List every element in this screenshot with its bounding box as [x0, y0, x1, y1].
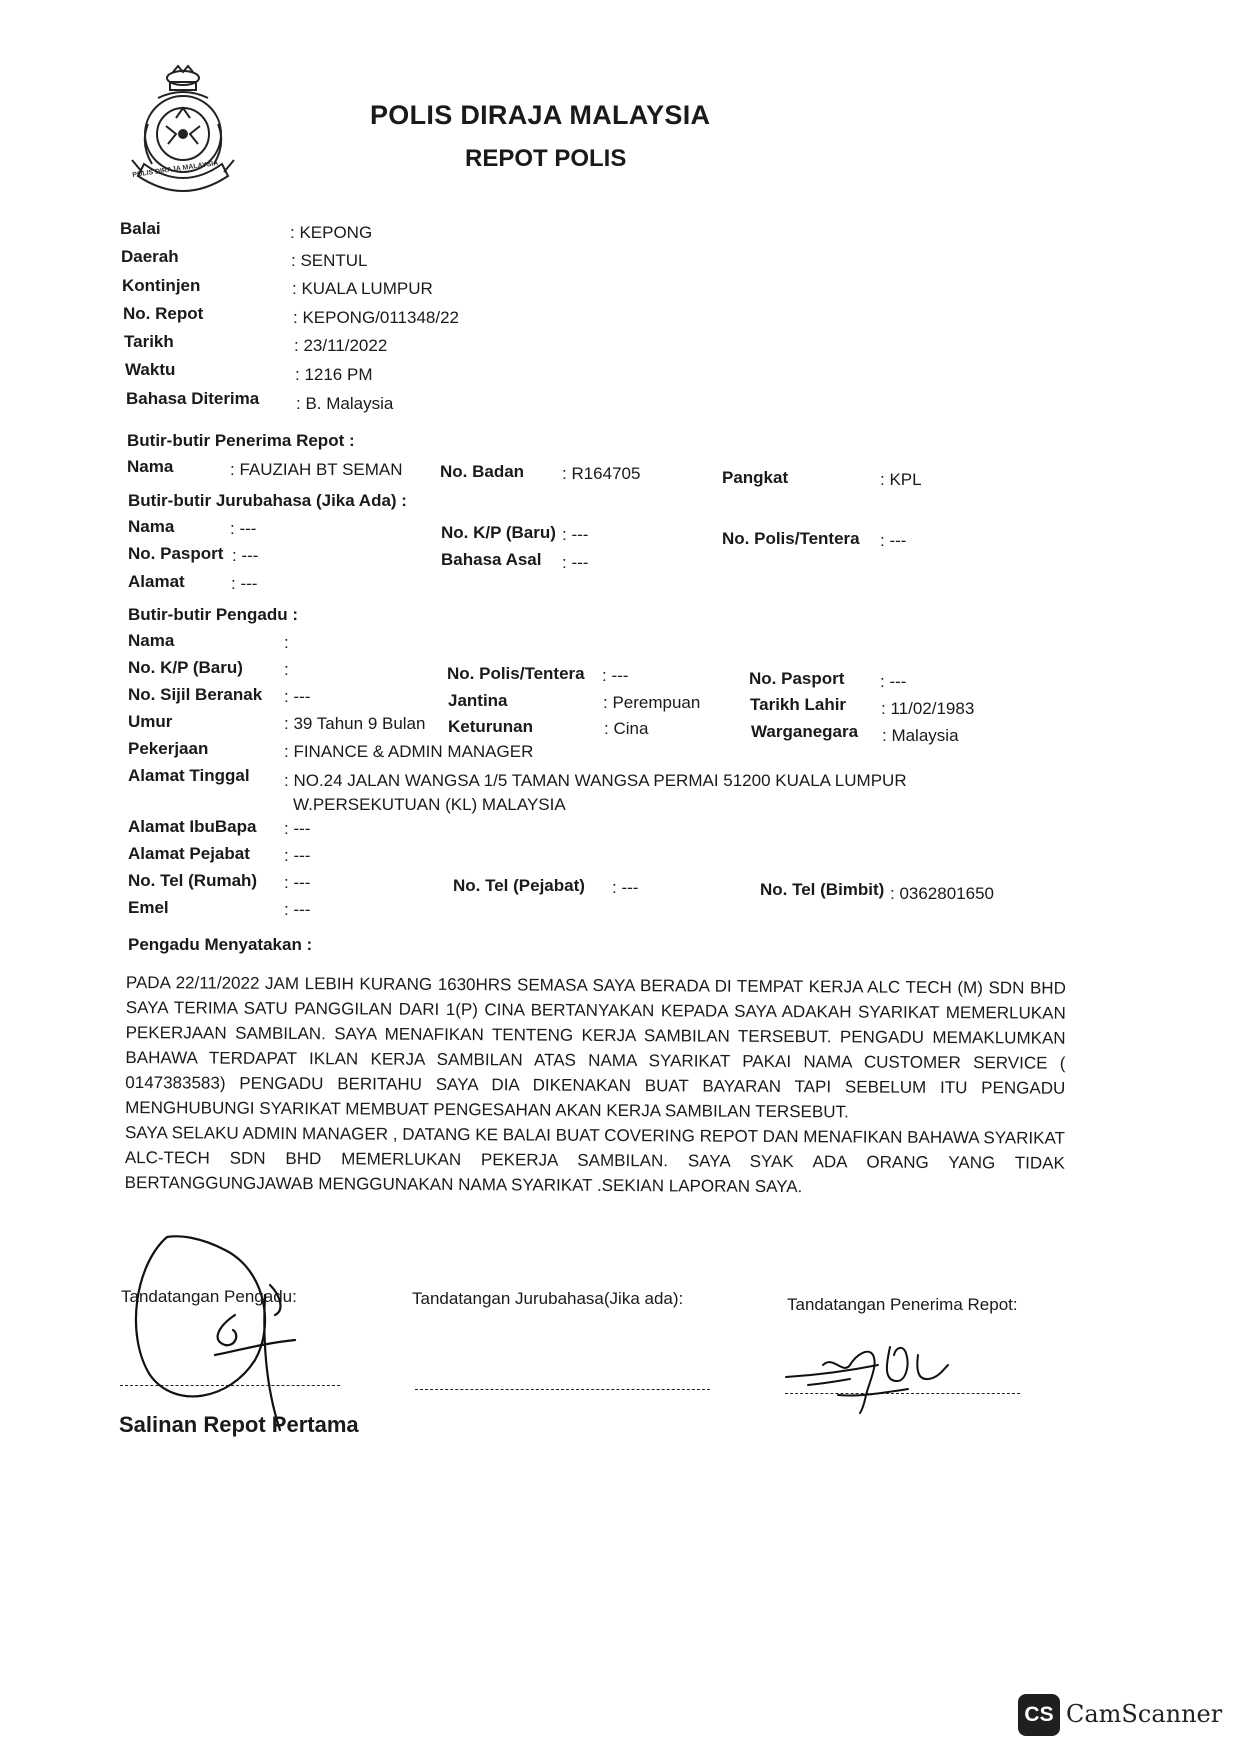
receiver-badan-label: No. Badan [440, 462, 525, 481]
complainant-jantina-label: Jantina [448, 691, 508, 710]
complainant-umur-label: Umur [128, 712, 173, 731]
complainant-emel-value: : --- [284, 900, 311, 919]
complainant-polis-label: No. Polis/Tentera [447, 664, 585, 683]
interpreter-nama-value: : --- [230, 519, 257, 538]
interpreter-bahasa-value: : --- [562, 553, 589, 572]
complainant-telbimbit-value: : 0362801650 [890, 884, 994, 903]
interpreter-bahasa-label: Bahasa Asal [441, 550, 542, 569]
statement-paragraph-1: PADA 22/11/2022 JAM LEBIH KURANG 1630HRS SEMASA SAYA BERADA DI TEMPAT KERJA ALC TECH (M) SDN BHD SAYA TERIMA SATU PANGGILAN DARI 1(P) CINA BERTANYAKAN KEPADA SAYA ADAKAH SYARIKAT MEMERLUKAN PEKERJAAN SAMBILAN. SAYA MENAFIKAN TENTENG KERJA SAMBILAN TERSEBUT. PENGADU MEMAKLUMKAN BAHAWA TERDAPAT IKLAN KERJA SAMBILAN ATAS NAMA SYARIKAT PAKAI NAMA CUSTOMER SERVICE ( 0147383583) PENGADU BERITAHU SAYA DIA DIKENAKAN BUAT BAYARAN TAPI SEBELUM ITU PENGADU MENGHUBUNGI SYARIKAT MEMBUAT PENGESAHAN AKAN KERJA SAMBILAN TERSEBUT. [125, 972, 1066, 1122]
statement-heading: Pengadu Menyatakan : [128, 935, 313, 954]
label-no-repot: No. Repot [123, 304, 204, 323]
complainant-telbimbit-label: No. Tel (Bimbit) [760, 880, 885, 899]
complainant-heading: Butir-butir Pengadu : [128, 605, 298, 624]
complainant-nama-label: Nama [128, 631, 175, 650]
statement-body [125, 970, 1066, 1201]
receiver-pangkat-label: Pangkat [722, 468, 789, 487]
value-bahasa-diterima: : B. Malaysia [296, 394, 394, 413]
complainant-jantina-value: : Perempuan [603, 693, 701, 712]
complainant-kp-value: : [284, 660, 289, 679]
sign-label-jurubahasa: Tandatangan Jurubahasa(Jika ada): [412, 1289, 684, 1308]
complainant-pekerjaan-label: Pekerjaan [128, 739, 209, 758]
label-tarikh: Tarikh [124, 332, 174, 351]
complainant-warga-value: : Malaysia [882, 726, 959, 745]
value-tarikh: : 23/11/2022 [294, 336, 388, 355]
complainant-pejabat-value: : --- [284, 846, 311, 865]
interpreter-kp-value: : --- [562, 525, 589, 544]
label-waktu: Waktu [125, 360, 176, 379]
value-daerah: : SENTUL [291, 251, 368, 270]
complainant-pekerjaan-value: : FINANCE & ADMIN MANAGER [284, 742, 534, 761]
pengadu-signature [115, 1225, 325, 1440]
complainant-lahir-label: Tarikh Lahir [750, 695, 847, 714]
complainant-nama-value: : [284, 633, 289, 652]
interpreter-polis-label: No. Polis/Tentera [722, 529, 860, 548]
receiver-nama-value: : FAUZIAH BT SEMAN [230, 460, 403, 479]
penerima-signature [778, 1335, 978, 1415]
police-crest-logo [118, 64, 248, 212]
interpreter-pasport-value: : --- [232, 546, 259, 565]
interpreter-alamat-value: : --- [231, 574, 258, 593]
sign-label-penerima: Tandatangan Penerima Repot: [787, 1295, 1018, 1314]
complainant-telpejabat-value: : --- [612, 878, 639, 897]
interpreter-polis-value: : --- [880, 531, 907, 550]
complainant-pejabat-label: Alamat Pejabat [128, 844, 250, 863]
value-kontinjen: : KUALA LUMPUR [292, 279, 433, 298]
crest-motto: POLIS DIRAJA MALAYSIA [131, 160, 219, 179]
statement-paragraph-2: SAYA SELAKU ADMIN MANAGER , DATANG KE BALAI BUAT COVERING REPOT DAN MENAFIKAN BAHAWA SYARIKAT ALC-TECH SDN BHD MEMERLUKAN PEKERJA SAMBILAN. SAYA SYAK ADA ORANG YANG TIDAK BERTANGGUNGJAWAB MENGGUNAKAN NAMA SYARIKAT .SEKIAN LAPORAN SAYA. [124, 1122, 1066, 1197]
complainant-telrumah-value: : --- [284, 873, 311, 892]
value-waktu: : 1216 PM [295, 365, 373, 384]
label-daerah: Daerah [121, 247, 179, 266]
value-balai: : KEPONG [290, 223, 373, 242]
first-copy-label: Salinan Repot Pertama [119, 1412, 359, 1437]
sign-line-jurubahasa [415, 1389, 710, 1390]
complainant-pasport-label: No. Pasport [749, 669, 845, 688]
complainant-lahir-value: : 11/02/1983 [881, 699, 975, 718]
complainant-sijil-label: No. Sijil Beranak [128, 685, 263, 704]
interpreter-kp-label: No. K/P (Baru) [441, 523, 556, 542]
complainant-emel-label: Emel [128, 898, 169, 917]
complainant-warga-label: Warganegara [751, 722, 859, 741]
complainant-pasport-value: : --- [880, 672, 907, 691]
complainant-ibubapa-value: : --- [284, 819, 311, 838]
complainant-ibubapa-label: Alamat IbuBapa [128, 817, 257, 836]
sign-label-pengadu: Tandatangan Pengadu: [121, 1287, 297, 1306]
complainant-umur-value: : 39 Tahun 9 Bulan [284, 714, 426, 733]
label-kontinjen: Kontinjen [122, 276, 201, 295]
complainant-sijil-value: : --- [284, 687, 311, 706]
label-bahasa-diterima: Bahasa Diterima [126, 389, 260, 408]
value-no-repot: : KEPONG/011348/22 [293, 308, 460, 327]
interpreter-pasport-label: No. Pasport [128, 544, 224, 563]
receiver-heading: Butir-butir Penerima Repot : [127, 431, 355, 450]
receiver-pangkat-value: : KPL [880, 470, 922, 489]
complainant-telrumah-label: No. Tel (Rumah) [128, 871, 258, 890]
interpreter-heading: Butir-butir Jurubahasa (Jika Ada) : [128, 491, 407, 510]
label-balai: Balai [120, 219, 161, 238]
camscanner-watermark: CamScanner [1066, 1700, 1223, 1728]
document-title: REPOT POLIS [465, 145, 627, 172]
receiver-nama-label: Nama [127, 457, 174, 476]
interpreter-nama-label: Nama [128, 517, 175, 536]
complainant-keturunan-value: : Cina [604, 719, 649, 738]
receiver-badan-value: : R164705 [562, 464, 641, 483]
organization-title: POLIS DIRAJA MALAYSIA [370, 100, 711, 130]
complainant-polis-value: : --- [602, 666, 629, 685]
complainant-keturunan-label: Keturunan [448, 717, 533, 736]
interpreter-alamat-label: Alamat [128, 572, 185, 591]
complainant-alamat-line1: : NO.24 JALAN WANGSA 1/5 TAMAN WANGSA PERMAI 51200 KUALA LUMPUR [284, 771, 907, 790]
complainant-alamat-line2: W.PERSEKUTUAN (KL) MALAYSIA [293, 795, 566, 814]
complainant-kp-label: No. K/P (Baru) [128, 658, 243, 677]
complainant-alamat-label: Alamat Tinggal [128, 766, 250, 785]
complainant-telpejabat-label: No. Tel (Pejabat) [453, 876, 585, 895]
camscanner-logo-icon: CS [1018, 1694, 1060, 1736]
